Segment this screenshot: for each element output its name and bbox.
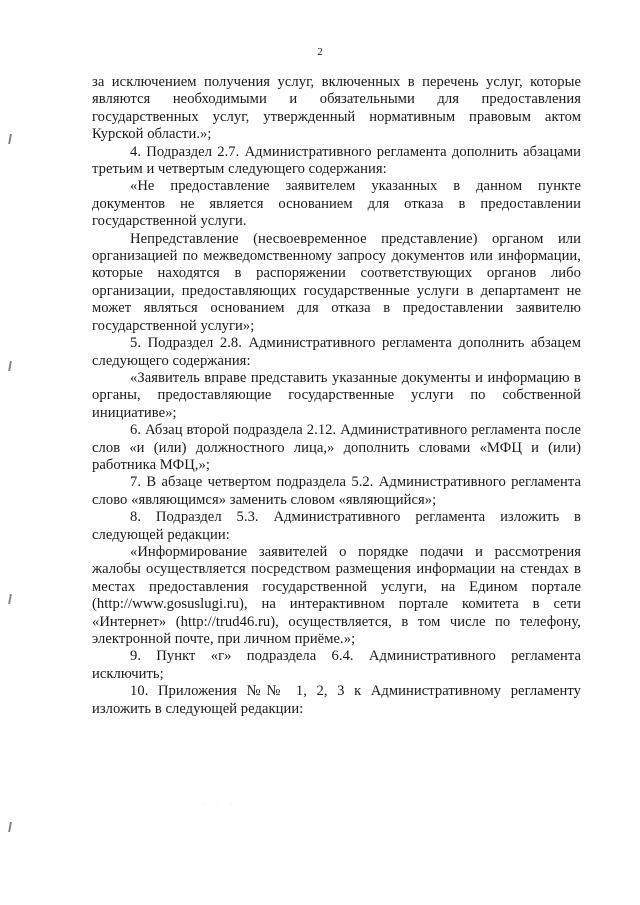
paragraph-quote-non-submission: Непредставление (несвоевременное представление) органом или организацией по межведомственному запросу документов или информации, которые находятся в распоряжении соответствующих органов либо организации, предоставляющих государственные услуги в департамент не может являться основанием для отказа в предоставлении заявителю государственной услуги»; (92, 230, 581, 334)
paragraph-item-4: 4. Подраздел 2.7. Административного регламента дополнить абзацами третьим и четвертым следующего содержания: (92, 143, 581, 178)
paragraph-item-7: 7. В абзаце четвертом подраздела 5.2. Административного регламента слово «являющимся» заменить словом «являющийся»; (92, 474, 581, 508)
margin-tick-mark (8, 361, 12, 371)
paragraph-quote-documents: «Не предоставление заявителем указанных в данном пункте документов не является основанием для отказа в предоставлении государственной услуги. (92, 178, 581, 230)
page-number: 2 (317, 46, 323, 58)
paragraph-item-5: 5. Подраздел 2.8. Административного регламента дополнить абзацем следующего содержания: (92, 335, 581, 369)
scan-specks: · · · (203, 802, 237, 808)
paragraph-item-8: 8. Подраздел 5.3. Административного регламента изложить в следующей редакции: (92, 509, 581, 543)
margin-tick-mark (8, 822, 12, 832)
paragraph-quote-informing: «Информирование заявителей о порядке подачи и рассмотрения жалобы осуществляется посредством размещения информации на стендах в местах предоставления государственной услуги, на Едином портале (http://www.gosuslugi.ru), на интерактивном портале комитета в сети «Интернет» (http://trud46.ru), осуществляется, в том числе по телефону, электронной почте, при личном приёме.»; (92, 543, 581, 647)
margin-tick-mark (8, 134, 12, 144)
paragraph-item-9: 9. Пункт «г» подраздела 6.4. Административного регламента исключить; (92, 648, 581, 682)
paragraph-continuation: за исключением получения услуг, включенных в перечень услуг, которые являются необходимыми и обязательными для предоставления государственных услуг, утвержденный нормативным правовым актом Курской области.»; (92, 74, 581, 143)
paragraph-item-10: 10. Приложения №№ 1, 2, 3 к Административному регламенту изложить в следующей редакции: (92, 683, 581, 717)
document-body (92, 74, 581, 718)
paragraph-quote-applicant-right: «Заявитель вправе представить указанные документы и информацию в органы, предоставляющие государственные услуги по собственной инициативе»; (92, 369, 581, 421)
margin-tick-mark (8, 594, 12, 604)
paragraph-item-6: 6. Абзац второй подраздела 2.12. Административного регламента после слов «и (или) должностного лица,» дополнить словами «МФЦ и (или) работника МФЦ,»; (92, 422, 581, 473)
